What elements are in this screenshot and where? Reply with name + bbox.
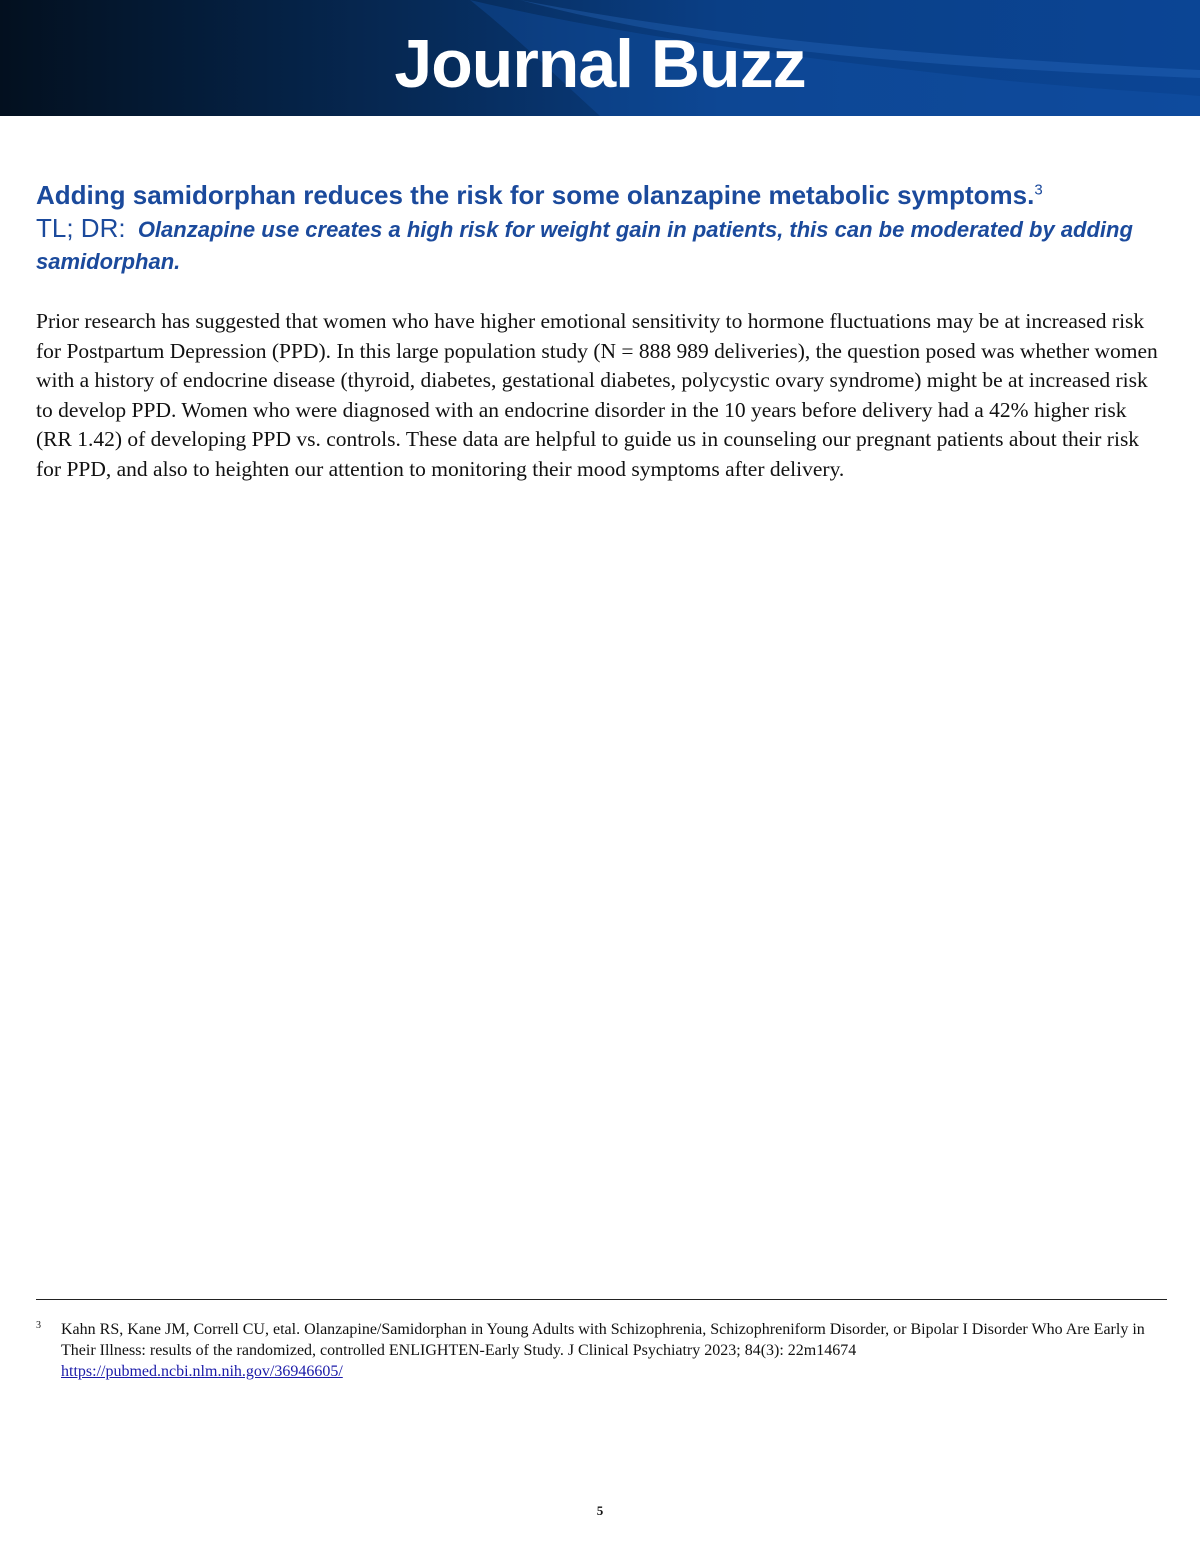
footnote-body bbox=[61, 1319, 1151, 1382]
tldr-label: TL; DR: bbox=[36, 213, 126, 243]
article-headline bbox=[36, 178, 1166, 212]
article-body: Prior research has suggested that women who have higher emotional sensitivity to hormone fluctuations may be at increased risk for Postpartum Depression (PPD). In this large population study (N = 888 989 deliveries), the question posed was whether women with a history of endocrine disease (thyroid, diabetes, gestational diabetes, polycystic ovary syndrome) might be at increased risk to develop PPD. Women who were diagnosed with an endocrine disorder in the 10 years before delivery had a 42% higher risk (RR 1.42) of developing PPD vs. controls. These data are helpful to guide us in counseling our pregnant patients about their risk for PPD, and also to heighten our attention to monitoring their mood symptoms after delivery. bbox=[36, 309, 1158, 481]
footnote-divider bbox=[36, 1299, 1167, 1300]
footnote-reference: 3 bbox=[1034, 181, 1043, 199]
page-number: 5 bbox=[596, 1503, 604, 1518]
tldr-text: Olanzapine use creates a high risk for weight gain in patients, this can be moderated by adding samidorphan. bbox=[36, 217, 1133, 274]
header-banner bbox=[0, 0, 1200, 116]
tldr-summary bbox=[36, 212, 1136, 278]
banner-title: Journal Buzz bbox=[394, 26, 806, 102]
footnote-number: 3 bbox=[36, 1320, 41, 1331]
footnote-citation: Kahn RS, Kane JM, Correll CU, etal. Olanzapine/Samidorphan in Young Adults with Schizophrenia, Schizophreniform Disorder, or Bipolar I Disorder Who Are Early in Their Illness: results of the randomized, controlled ENLIGHTEN-Early Study. J Clinical Psychiatry 2023; 84(3): 22m14674 bbox=[61, 1321, 1145, 1359]
footnote-link[interactable]: https://pubmed.ncbi.nlm.nih.gov/36946605/ bbox=[61, 1363, 343, 1380]
headline-text: Adding samidorphan reduces the risk for some olanzapine metabolic symptoms. bbox=[36, 180, 1035, 210]
